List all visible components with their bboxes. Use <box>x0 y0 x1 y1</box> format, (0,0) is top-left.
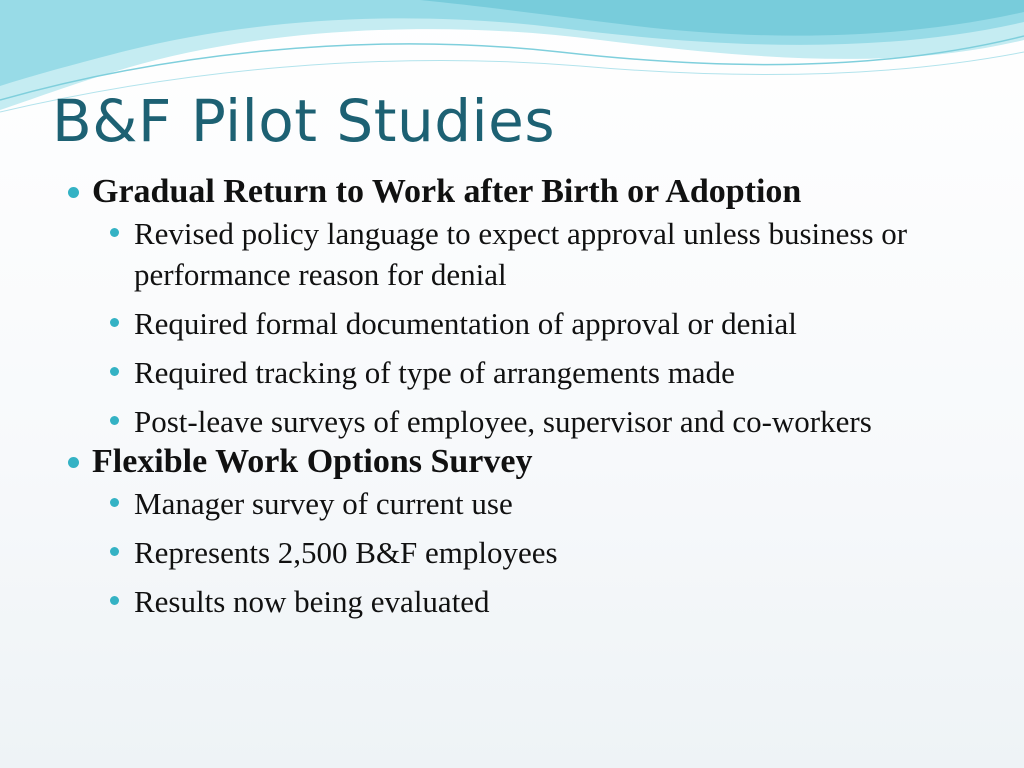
list-item <box>92 532 964 573</box>
bullet-dot <box>110 596 119 605</box>
bullet-dot <box>110 367 119 376</box>
list-item-text: Revised policy language to expect approval unless business or performance reason for denial <box>134 215 908 292</box>
section-items <box>92 213 964 442</box>
section-gradual-return <box>64 172 964 442</box>
list-item-text: Required tracking of type of arrangements made <box>134 354 735 390</box>
bullet-dot <box>68 187 79 198</box>
section-heading: Flexible Work Options Survey <box>92 442 533 480</box>
list-item <box>92 352 964 393</box>
list-item-text: Represents 2,500 B&F employees <box>134 534 558 570</box>
bullet-dot <box>110 498 119 507</box>
content-list <box>64 172 964 622</box>
section-heading: Gradual Return to Work after Birth or Adoption <box>92 173 802 210</box>
bullet-dot <box>110 416 119 425</box>
list-item <box>92 213 964 295</box>
list-item <box>92 401 964 442</box>
list-item-text: Required formal documentation of approval or denial <box>134 305 797 341</box>
bullet-dot <box>110 547 119 556</box>
list-item <box>92 581 964 622</box>
slide-title: B&F Pilot Studies <box>52 87 556 155</box>
bullet-dot <box>110 318 119 327</box>
list-item <box>92 303 964 344</box>
list-item-text: Results now being evaluated <box>134 583 490 619</box>
section-flexible-work <box>64 442 964 622</box>
bullet-dot <box>110 228 119 237</box>
list-item <box>92 483 964 524</box>
bullet-dot <box>68 457 79 468</box>
section-items <box>92 483 964 622</box>
list-item-text: Manager survey of current use <box>134 485 513 521</box>
list-item-text: Post-leave surveys of employee, supervisor and co-workers <box>134 403 872 439</box>
